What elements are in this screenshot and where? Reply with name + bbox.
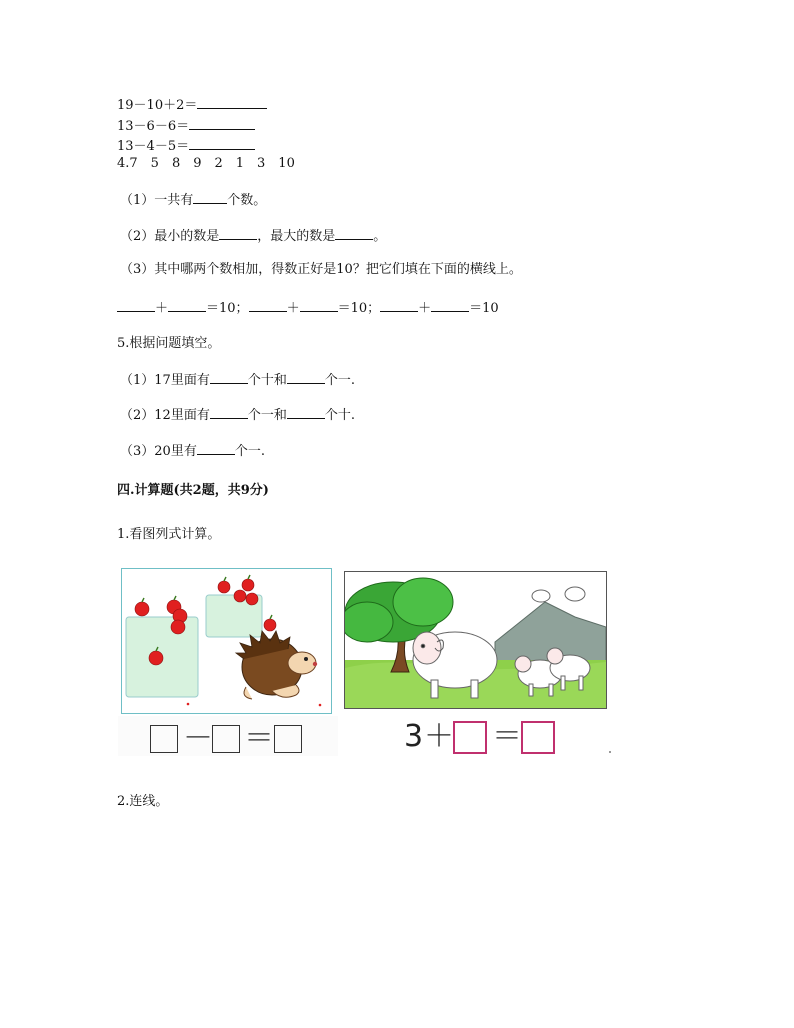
q5-part-3 <box>120 442 265 460</box>
q5-part-1-text: （1）17里面有 <box>120 373 210 388</box>
answer-blank[interactable] <box>380 299 418 312</box>
minus-sign: － <box>183 721 213 756</box>
answer-blank[interactable] <box>335 227 373 240</box>
q4-part-2-text: （2）最小的数是 <box>120 229 220 244</box>
apple-icon <box>246 593 258 605</box>
apple-icon <box>135 602 149 616</box>
given-number: 3 <box>404 719 424 754</box>
answer-blank[interactable] <box>197 96 267 109</box>
answer-blank[interactable] <box>249 299 287 312</box>
plus-sign: ＋ <box>418 301 432 316</box>
plus-sign: ＋ <box>286 301 300 316</box>
answer-blank[interactable] <box>197 442 235 455</box>
exercise-1 <box>117 96 267 114</box>
apple-icon <box>171 620 185 634</box>
answer-box[interactable] <box>150 725 178 753</box>
answer-blank[interactable] <box>117 299 155 312</box>
q5-part-2-text: （2）12里面有 <box>120 408 210 423</box>
q4-part-1 <box>120 191 266 209</box>
answer-blank[interactable] <box>219 227 257 240</box>
answer-blank[interactable] <box>287 371 325 384</box>
answer-blank[interactable] <box>287 406 325 419</box>
answer-blank[interactable] <box>210 371 248 384</box>
equals-sign: ＝ <box>244 721 274 756</box>
apples-illustration <box>122 569 331 713</box>
answer-box[interactable] <box>274 725 302 753</box>
equals-ten: ＝10 <box>469 301 499 316</box>
answer-blank[interactable] <box>210 406 248 419</box>
q5-part-2-mid: 个一和 <box>247 408 287 423</box>
dot-marker <box>609 751 611 753</box>
hedgehog-icon <box>236 631 317 699</box>
answer-blank[interactable] <box>193 191 227 204</box>
q5-part-3-text: （3）20里有 <box>120 444 197 459</box>
q4-part-2-mid: ，最大的数是 <box>257 229 336 244</box>
apple-icon <box>149 651 163 665</box>
q4-equations-row <box>117 299 499 317</box>
calc-question-2: 2.连线。 <box>117 794 169 809</box>
q4-part-2 <box>120 227 386 245</box>
exercise-3-expression: 13－4－5＝ <box>117 139 190 154</box>
exercise-1-expression: 19－10＋2＝ <box>117 98 198 113</box>
q5-part-2-suffix: 个十. <box>324 408 355 423</box>
answer-blank[interactable] <box>300 299 338 312</box>
apples-hedgehog-picture <box>121 568 332 714</box>
q4-part-2-suffix: 。 <box>373 229 387 244</box>
q5-part-2 <box>120 406 355 424</box>
exercise-3 <box>117 137 255 155</box>
answer-box[interactable] <box>453 721 487 754</box>
q5-part-1-mid: 个十和 <box>247 373 287 388</box>
apple-icon <box>264 619 276 631</box>
q4-part-3: （3）其中哪两个数相加，得数正好是10？把它们填在下面的横线上。 <box>120 262 522 277</box>
apple-icon <box>218 581 230 593</box>
sheep-illustration <box>345 572 606 708</box>
q5-part-1-suffix: 个一. <box>324 373 355 388</box>
answer-blank[interactable] <box>189 137 255 150</box>
equals-ten: ＝10； <box>337 301 381 316</box>
sheep-picture <box>344 571 607 709</box>
answer-blank[interactable] <box>168 299 206 312</box>
q5-part-3-suffix: 个一. <box>234 444 265 459</box>
answer-blank[interactable] <box>189 117 255 130</box>
q4-part-1-suffix: 个数。 <box>227 193 267 208</box>
apple-icon <box>234 590 246 602</box>
apple-icon <box>242 579 254 591</box>
q5-part-1 <box>120 371 355 389</box>
section-heading: 四.计算题(共2题，共9分) <box>117 483 269 498</box>
q4-numbers: 4.7 5 8 9 2 1 3 10 <box>117 156 295 171</box>
q5-title: 5.根据问题填空。 <box>117 336 221 351</box>
answer-box[interactable] <box>521 721 555 754</box>
exercise-2 <box>117 117 255 135</box>
plus-sign: ＋ <box>155 301 169 316</box>
exercise-2-expression: 13－6－6＝ <box>117 119 190 134</box>
equals-ten: ＝10； <box>206 301 249 316</box>
equals-sign: ＝ <box>492 719 522 754</box>
answer-blank[interactable] <box>431 299 469 312</box>
answer-box[interactable] <box>212 725 240 753</box>
q4-part-1-text: （1）一共有 <box>120 193 194 208</box>
calc-question-1: 1.看图列式计算。 <box>117 527 221 542</box>
plus-sign: ＋ <box>424 719 454 754</box>
